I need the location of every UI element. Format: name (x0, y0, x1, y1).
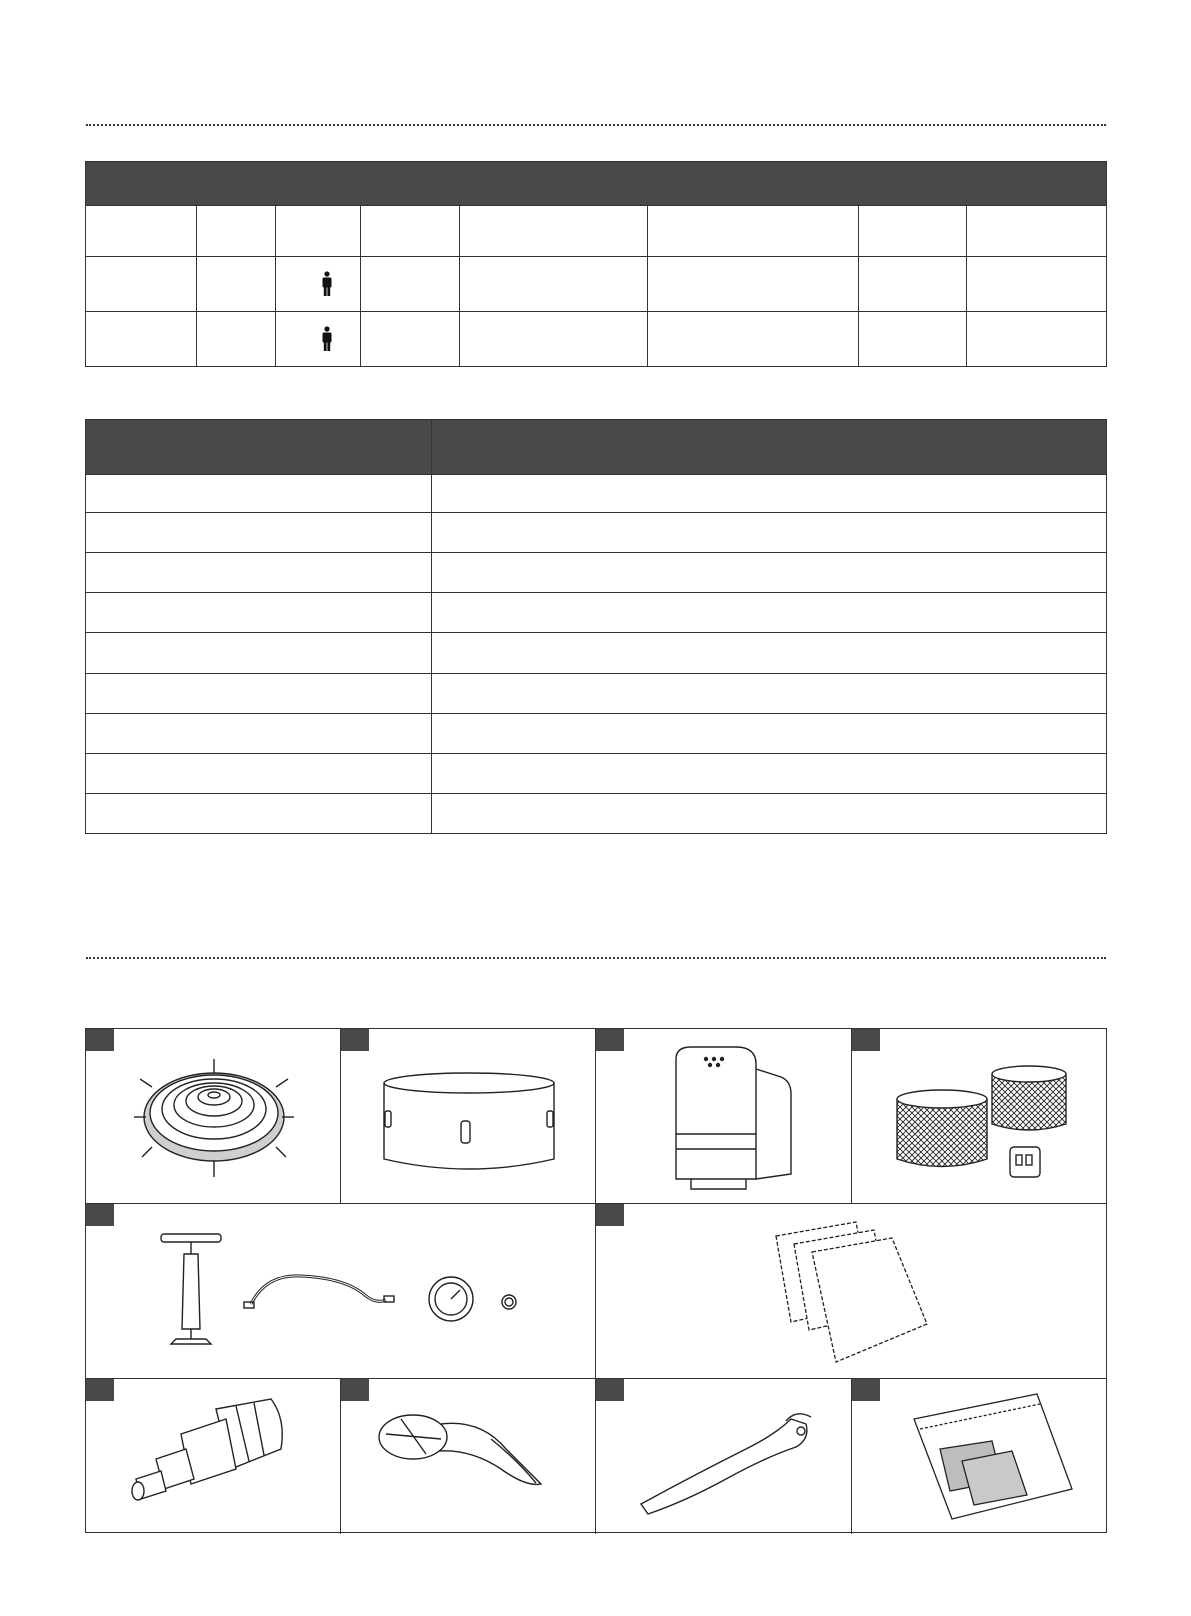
spec-table-title-row (86, 162, 1107, 206)
detail-table-row (86, 553, 1107, 593)
section-divider-parts (86, 957, 1106, 959)
part-cell-7 (86, 1379, 341, 1534)
detail-table (85, 419, 1107, 834)
spec-table-row (86, 312, 1107, 367)
section-divider-top (86, 124, 1106, 126)
filter-cartridges-icon (852, 1029, 1106, 1204)
capacity-cell (276, 257, 361, 312)
part-cell-3 (596, 1029, 852, 1204)
drain-adapter-icon (86, 1379, 341, 1534)
spec-table (85, 161, 1107, 367)
person-icon (321, 326, 333, 352)
spec-col-4 (361, 206, 460, 257)
spec-col-5 (460, 206, 648, 257)
part-cell-2 (341, 1029, 596, 1204)
detail-table-row (86, 674, 1107, 714)
detail-header-left (86, 420, 432, 475)
spec-col-2 (197, 206, 276, 257)
spec-col-6 (648, 206, 859, 257)
spec-col-3 (276, 206, 361, 257)
person-icon (321, 271, 333, 297)
part-cell-4 (852, 1029, 1106, 1204)
wrench-icon (596, 1379, 852, 1534)
floor-mats-icon (596, 1204, 1106, 1379)
parts-grid (85, 1028, 1107, 1533)
part-cell-1 (86, 1029, 341, 1204)
spa-floor-liner-icon (86, 1029, 341, 1204)
spec-col-7 (859, 206, 967, 257)
spec-table-row (86, 257, 1107, 312)
detail-table-row (86, 475, 1107, 513)
detail-table-row (86, 513, 1107, 553)
part-cell-8 (341, 1379, 596, 1534)
spec-col-8 (967, 206, 1107, 257)
hand-pump-hose-gauge-icon (86, 1204, 596, 1379)
detail-table-row (86, 794, 1107, 834)
detail-table-row (86, 633, 1107, 674)
spec-table-header-row (86, 206, 1107, 257)
repair-patch-kit-icon (852, 1379, 1106, 1534)
detail-header-right (432, 420, 1107, 475)
part-cell-10 (852, 1379, 1106, 1534)
detail-table-row (86, 593, 1107, 633)
detail-table-row (86, 754, 1107, 794)
part-cell-6 (596, 1204, 1106, 1379)
pump-heater-unit-icon (596, 1029, 852, 1204)
part-cell-9 (596, 1379, 852, 1534)
part-cell-5 (86, 1204, 596, 1379)
detail-table-row (86, 714, 1107, 754)
capacity-cell (276, 312, 361, 367)
spec-table-title-cell (86, 162, 1107, 206)
spec-col-1 (86, 206, 197, 257)
cover-tool-icon (341, 1379, 596, 1534)
spa-tub-wall-icon (341, 1029, 596, 1204)
detail-table-header-row (86, 420, 1107, 475)
